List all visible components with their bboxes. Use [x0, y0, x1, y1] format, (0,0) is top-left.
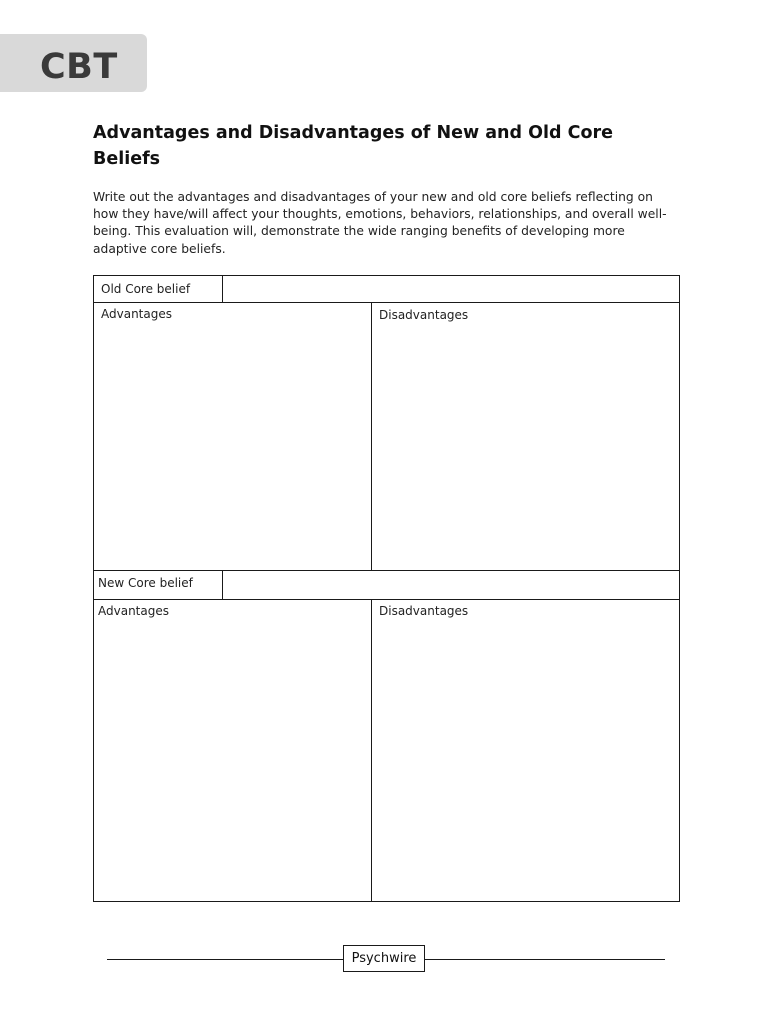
new-disadvantages-field[interactable] [371, 599, 680, 902]
cbt-badge-label: CBT [40, 47, 118, 87]
old-core-belief-label-cell [93, 275, 223, 303]
old-advantages-label: Advantages [101, 307, 172, 321]
old-advantages-field[interactable] [93, 302, 372, 571]
psychwire-logo-text: Psychwire [351, 951, 417, 966]
old-disadvantages-label: Disadvantages [379, 308, 469, 322]
old-disadvantages-field[interactable] [371, 302, 680, 571]
old-core-belief-label: Old Core belief [101, 282, 191, 296]
psychwire-logo [343, 945, 425, 972]
new-core-belief-field[interactable] [222, 570, 680, 600]
footer-divider-left [107, 959, 343, 960]
worksheet-instructions: Write out the advantages and disadvantages of your new and old core beliefs reflecting on how they have/will affect your thoughts, emotions, behaviors, relationships, and overall well-being. This evaluation will, demonstrate the wide ranging benefits of developing more adaptive core beliefs. [93, 190, 667, 256]
new-advantages-label: Advantages [98, 604, 169, 618]
new-core-belief-label: New Core belief [98, 576, 193, 590]
new-advantages-field[interactable] [93, 599, 372, 902]
worksheet-title: Advantages and Disadvantages of New and Old Core Beliefs [93, 123, 613, 169]
old-core-belief-field[interactable] [222, 275, 680, 303]
new-disadvantages-label: Disadvantages [379, 604, 469, 618]
footer-divider-right [425, 959, 665, 960]
new-core-belief-label-cell [93, 570, 223, 600]
